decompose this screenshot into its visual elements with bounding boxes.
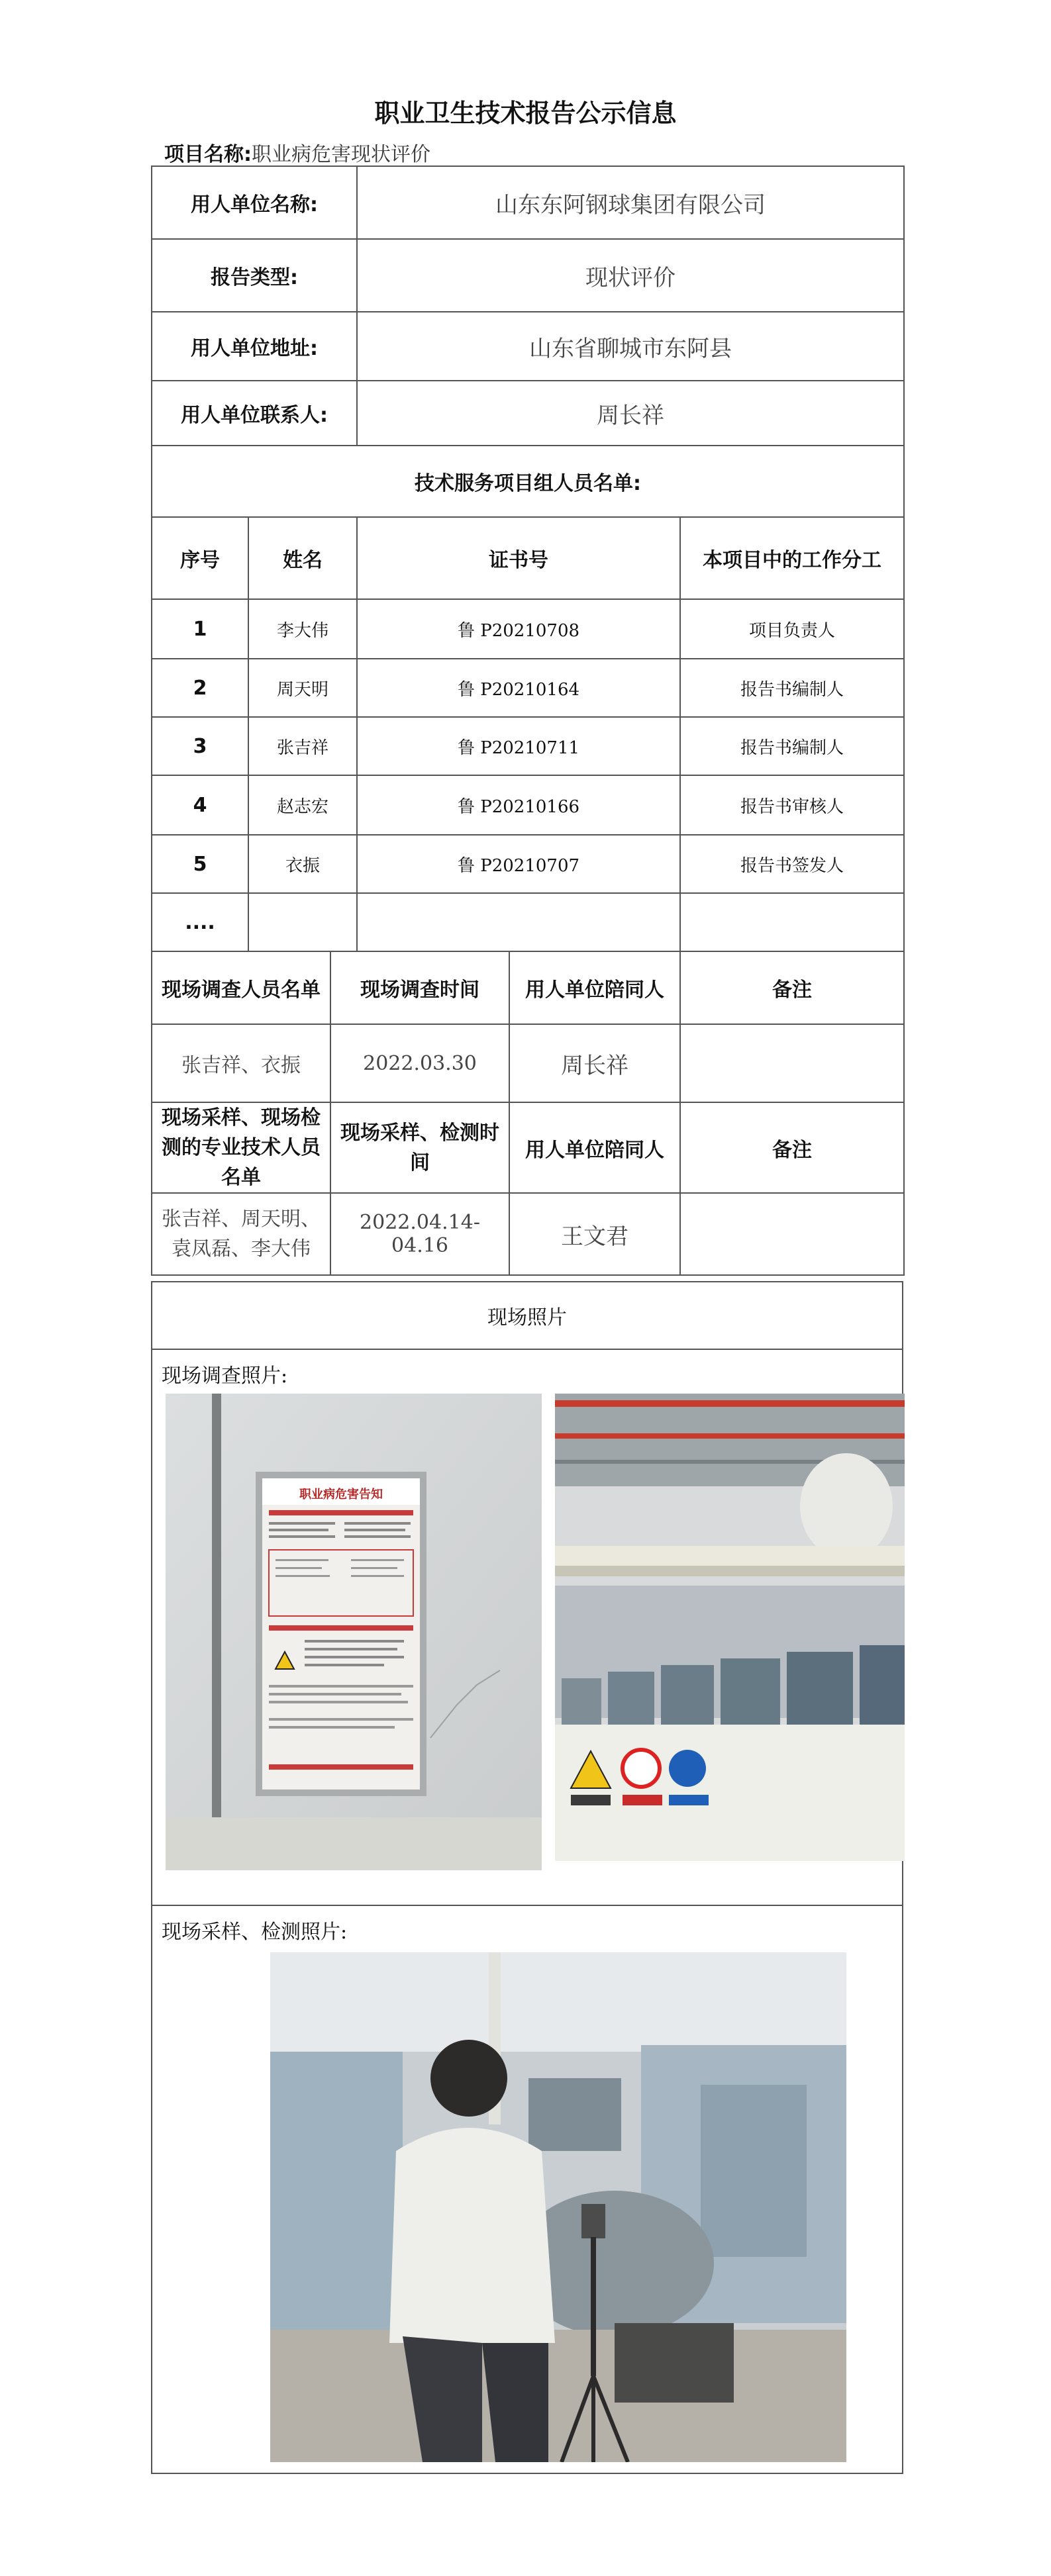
- team-heading: 技术服务项目组人员名单:: [152, 446, 904, 517]
- row-role: 报告书编制人: [680, 717, 904, 775]
- notice-board-title: 职业病危害告知: [299, 1488, 383, 1502]
- photos-section: [151, 1281, 903, 2474]
- survey-photos: [152, 1349, 902, 1906]
- row-name: 赵志宏: [248, 775, 357, 835]
- info-row-company: [152, 166, 904, 239]
- sampling-photos-label: 现场采样、检测照片:: [162, 1921, 348, 1944]
- sampling-photo-worker: [270, 1952, 846, 2462]
- photos-heading: 现场照片: [152, 1282, 902, 1350]
- project-line: [164, 138, 430, 167]
- survey-header-row: [152, 951, 904, 1024]
- survey-header-time: 现场调查时间: [330, 951, 509, 1024]
- info-label: 用人单位地址:: [152, 312, 357, 381]
- row-name: 周天明: [248, 659, 357, 717]
- column-header-cert: 证书号: [357, 517, 680, 599]
- info-value: 山东东阿钢球集团有限公司: [357, 166, 904, 239]
- row-no: 4: [152, 775, 248, 835]
- row-name: 衣振: [248, 835, 357, 893]
- survey-photos-label: 现场调查照片:: [162, 1364, 288, 1388]
- row-no: 2: [152, 659, 248, 717]
- row-ellipsis: ....: [152, 893, 248, 951]
- survey-value-row: [152, 1024, 904, 1102]
- table-row-ellipsis: [152, 893, 904, 951]
- row-no: 5: [152, 835, 248, 893]
- info-row-report-type: [152, 239, 904, 312]
- table-row: [152, 599, 904, 659]
- survey-header-staff: 现场调查人员名单: [152, 951, 330, 1024]
- row-role: 报告书编制人: [680, 659, 904, 717]
- info-row-address: [152, 312, 904, 381]
- sampling-value-row: [152, 1193, 904, 1275]
- sampling-header-time: 现场采样、检测时间: [330, 1102, 509, 1193]
- sampling-header-staff: 现场采样、现场检测的专业技术人员名单: [152, 1102, 330, 1193]
- survey-header-escort: 用人单位陪同人: [509, 951, 680, 1024]
- team-heading-row: [152, 446, 904, 517]
- team-header-row: [152, 517, 904, 599]
- row-role: 报告书签发人: [680, 835, 904, 893]
- row-role: 项目负责人: [680, 599, 904, 659]
- info-label: 用人单位名称:: [152, 166, 357, 239]
- survey-time: 2022.03.30: [330, 1024, 509, 1102]
- sampling-header-escort: 用人单位陪同人: [509, 1102, 680, 1193]
- survey-header-remark: 备注: [680, 951, 904, 1024]
- project-label: 项目名称:: [164, 143, 252, 166]
- column-header-no: 序号: [152, 517, 248, 599]
- project-value: 职业病危害现状评价: [252, 143, 430, 166]
- row-name: 张吉祥: [248, 717, 357, 775]
- table-row: [152, 775, 904, 835]
- table-row: [152, 717, 904, 775]
- info-value: 现状评价: [357, 239, 904, 312]
- sampling-header-remark: 备注: [680, 1102, 904, 1193]
- row-cert: 鲁 P20210708: [357, 599, 680, 659]
- row-no: 3: [152, 717, 248, 775]
- info-label: 报告类型:: [152, 239, 357, 312]
- survey-staff: 张吉祥、衣振: [152, 1024, 330, 1102]
- info-row-contact: [152, 381, 904, 446]
- survey-photo-workshop: [555, 1394, 905, 1861]
- column-header-role: 本项目中的工作分工: [680, 517, 904, 599]
- page-title: 职业卫生技术报告公示信息: [374, 99, 677, 128]
- sampling-header-row: [152, 1102, 904, 1193]
- survey-escort: 周长祥: [509, 1024, 680, 1102]
- info-value: 周长祥: [357, 381, 904, 446]
- info-label: 用人单位联系人:: [152, 381, 357, 446]
- row-cert: 鲁 P20210164: [357, 659, 680, 717]
- row-cert: 鲁 P20210707: [357, 835, 680, 893]
- table-row: [152, 835, 904, 893]
- row-cert: 鲁 P20210711: [357, 717, 680, 775]
- info-table: [151, 166, 905, 1276]
- row-cert: 鲁 P20210166: [357, 775, 680, 835]
- row-role: 报告书审核人: [680, 775, 904, 835]
- row-no: 1: [152, 599, 248, 659]
- sampling-remark: [680, 1193, 904, 1275]
- sampling-escort: 王文君: [509, 1193, 680, 1275]
- survey-remark: [680, 1024, 904, 1102]
- sampling-staff: 张吉祥、周天明、袁凤磊、李大伟: [152, 1193, 330, 1275]
- table-row: [152, 659, 904, 717]
- info-value: 山东省聊城市东阿县: [357, 312, 904, 381]
- sampling-photos: [152, 1905, 902, 2473]
- row-name: 李大伟: [248, 599, 357, 659]
- column-header-name: 姓名: [248, 517, 357, 599]
- survey-photo-notice-board: [166, 1394, 542, 1870]
- sampling-time: 2022.04.14-04.16: [330, 1193, 509, 1275]
